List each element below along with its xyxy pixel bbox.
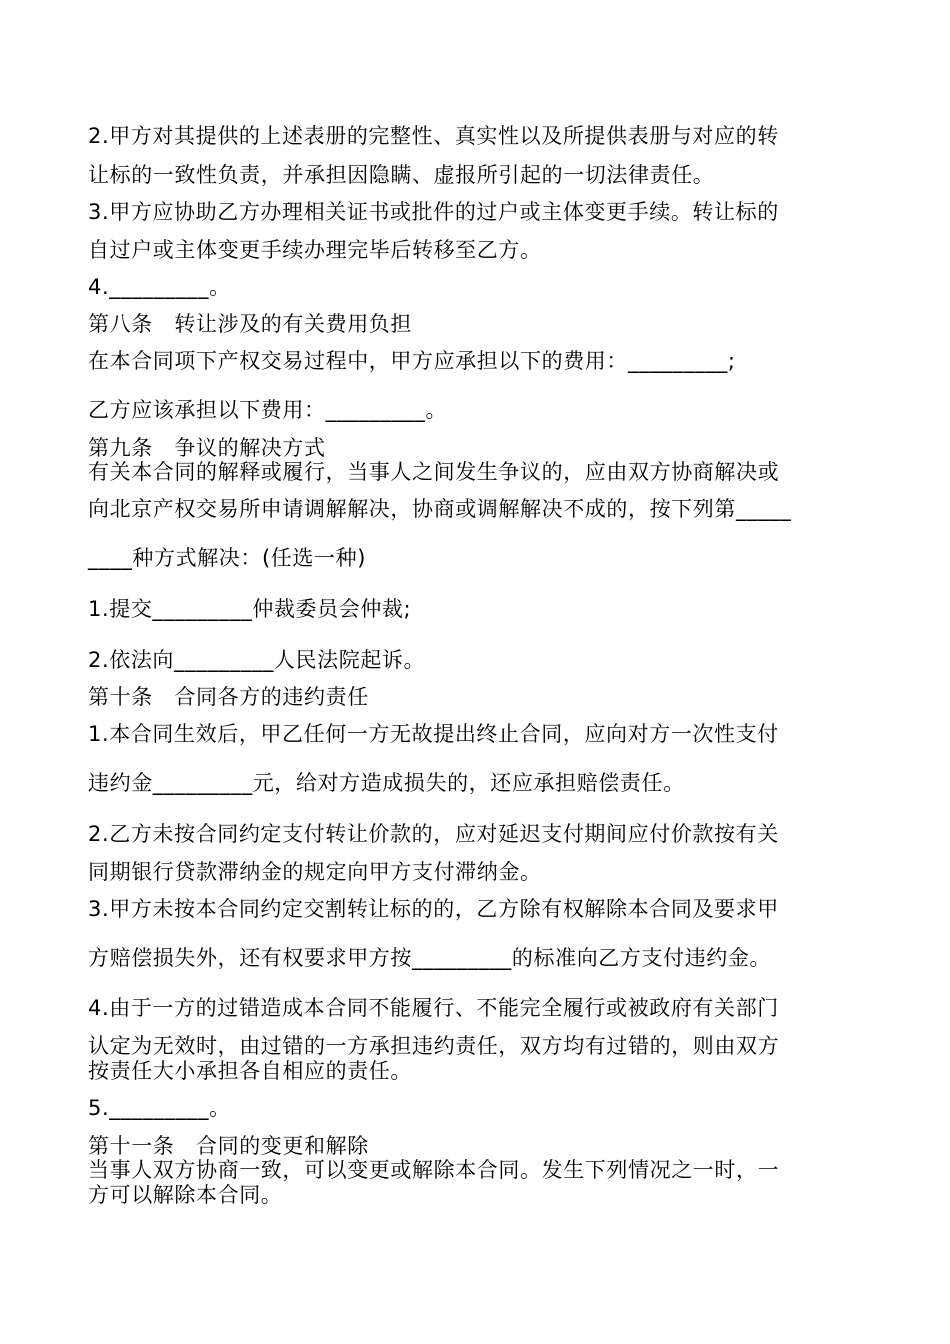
clause-9-option-2: 2.依法向_________人民法院起诉。	[88, 648, 426, 672]
clause-10-item-5: 5._________。	[88, 1096, 231, 1120]
clause-10-item-2-line-1: 2.乙方未按合同约定支付转让价款的，应对延迟支付期间应付价款按有关	[88, 822, 779, 846]
clause-10-item-1-line-1: 1.本合同生效后，甲乙任何一方无故提出终止合同，应向对方一次性支付	[88, 722, 779, 746]
clause-8-text-line-2: 乙方应该承担以下费用：_________。	[88, 398, 448, 422]
clause-10-heading: 第十条 合同各方的违约责任	[88, 685, 369, 709]
clause-11-text-line-2: 方可以解除本合同。	[88, 1183, 283, 1207]
clause-10-item-3-line-2: 方赔偿损失外，还有权要求甲方按_________的标准向乙方支付违约金。	[88, 946, 772, 970]
clause-10-item-3-line-1: 3.甲方未按本合同约定交割转让标的的，乙方除有权解除本合同及要求甲	[88, 897, 779, 921]
clause-9-heading: 第九条 争议的解决方式	[88, 436, 326, 460]
clause-7-item-2-line-1: 2.甲方对其提供的上述表册的完整性、真实性以及所提供表册与对应的转	[88, 124, 779, 148]
clause-10-item-4-line-3: 按责任大小承担各自相应的责任。	[88, 1059, 412, 1083]
clause-11-heading: 第十一条 合同的变更和解除	[88, 1134, 369, 1158]
clause-8-text-line-1: 在本合同项下产权交易过程中，甲方应承担以下的费用：_________;	[88, 349, 736, 373]
clause-9-text-line-1: 有关本合同的解释或履行，当事人之间发生争议的，应由双方协商解决或	[88, 460, 780, 484]
clause-7-item-4: 4._________。	[88, 275, 231, 299]
clause-10-item-4-line-2: 认定为无效时，由过错的一方承担违约责任，双方均有过错的，则由双方	[88, 1034, 780, 1058]
clause-8-heading: 第八条 转让涉及的有关费用负担	[88, 312, 412, 336]
clause-10-item-4-line-1: 4.由于一方的过错造成本合同不能履行、不能完全履行或被政府有关部门	[88, 996, 779, 1020]
clause-9-text-line-2: 向北京产权交易所申请调解解决，协商或调解解决不成的，按下列第_____	[88, 497, 792, 521]
clause-7-item-3-line-1: 3.甲方应协助乙方办理相关证书或批件的过户或主体变更手续。转让标的	[88, 200, 779, 224]
clause-7-item-2-line-2: 让标的一致性负责，并承担因隐瞒、虚报所引起的一切法律责任。	[88, 163, 715, 187]
clause-7-item-3-line-2: 自过户或主体变更手续办理完毕后转移至乙方。	[88, 238, 542, 262]
clause-10-item-2-line-2: 同期银行贷款滞纳金的规定向甲方支付滞纳金。	[88, 860, 542, 884]
clause-9-option-1: 1.提交_________仲裁委员会仲裁;	[88, 597, 412, 621]
clause-9-text-line-3: ____种方式解决：(任选一种)	[88, 546, 366, 570]
clause-10-item-1-line-2: 违约金_________元，给对方造成损失的，还应承担赔偿责任。	[88, 771, 685, 795]
clause-11-text-line-1: 当事人双方协商一致，可以变更或解除本合同。发生下列情况之一时，一	[88, 1158, 780, 1182]
